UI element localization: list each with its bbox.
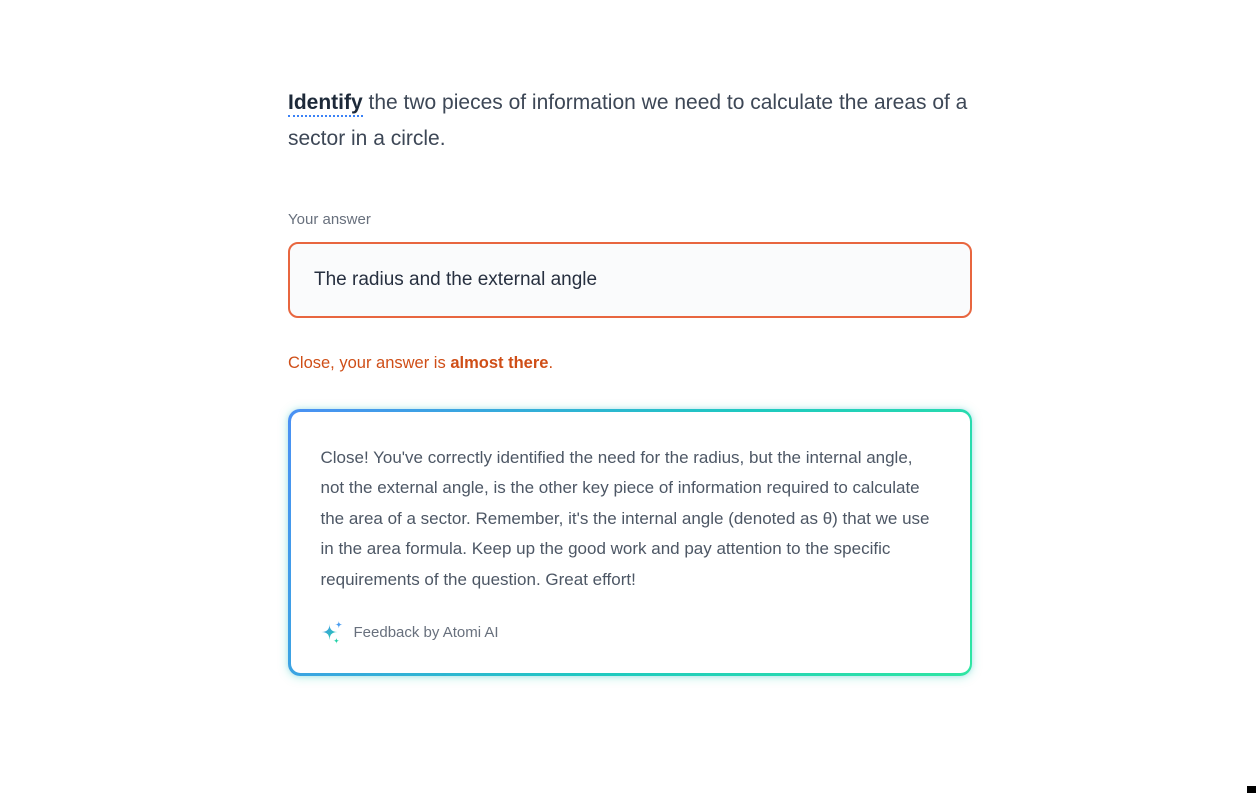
corner-artifact	[1247, 786, 1256, 793]
answer-input[interactable]	[288, 242, 972, 318]
ai-feedback-card-inner	[291, 412, 970, 674]
your-answer-label: Your answer	[288, 211, 371, 228]
ai-feedback-footer	[321, 620, 940, 645]
question-text-rest: the two pieces of information we need to calculate the areas of a sector in a circle.	[288, 91, 968, 150]
ai-feedback-attribution: Feedback by Atomi AI	[353, 624, 499, 641]
status-emphasis: almost there	[450, 354, 549, 372]
question-keyword-identify[interactable]: Identify	[288, 91, 363, 117]
ai-feedback-text: Close! You've correctly identified the need for the radius, but the internal angle, not the external angle, is the other key piece of information required to calculate the area of a sector. Remember, it's the internal angle (denoted as θ) that we use in the area formula. Keep up the good work and pay attention to the specific requirements of the question. Great effort!	[320, 447, 930, 589]
status-prefix: Close, your answer is	[288, 354, 451, 372]
ai-feedback-card	[288, 409, 972, 676]
answer-status-message	[288, 354, 972, 373]
question-text	[288, 85, 972, 157]
status-suffix: .	[548, 354, 554, 372]
answer-value: The radius and the external angle	[314, 269, 598, 290]
ai-sparkles-icon	[321, 620, 344, 645]
quiz-feedback-panel	[288, 0, 972, 676]
